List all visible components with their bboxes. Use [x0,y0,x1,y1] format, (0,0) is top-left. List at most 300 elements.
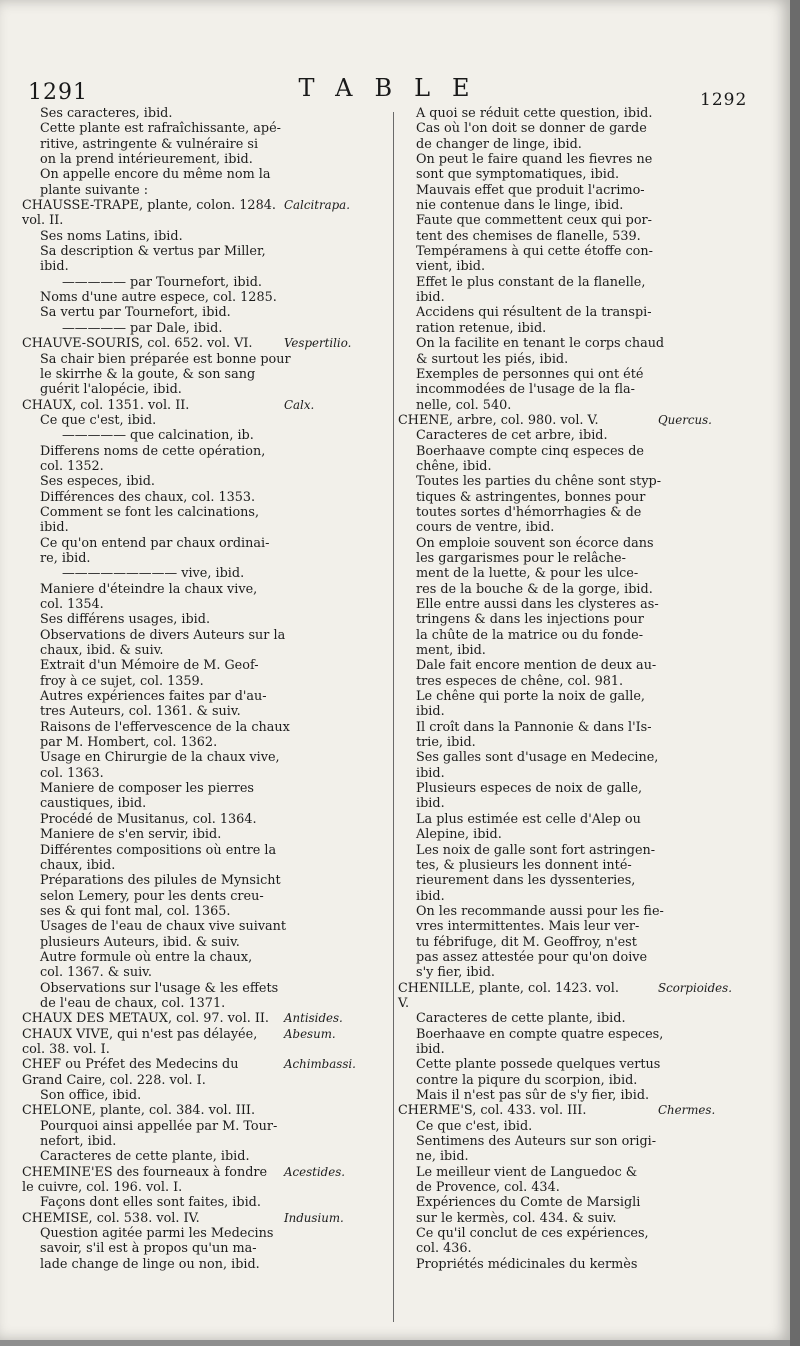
entry-text: A quoi se réduit cette question, ibid. [416,106,653,121]
entry-text: Procédé de Musitanus, col. 1364. [40,811,257,827]
entry-text: Dale fait encore mention de deux au- [416,658,657,674]
index-entry [22,582,394,597]
index-entry [398,674,782,689]
index-entry [22,520,394,535]
index-entry-heading [22,398,394,413]
latin-margin-note: Vespertilio. [284,336,352,351]
entry-text: nie contenue dans le linge, ibid. [416,198,624,214]
entry-text: froy à ce sujet, col. 1359. [40,673,204,689]
index-entry [22,551,394,566]
index-entry [22,904,394,919]
index-entry [398,321,782,336]
index-entry [398,935,782,950]
entry-text: On emploie souvent son écorce dans [416,535,654,551]
index-entry [398,843,782,858]
entry-text: Tempéramens à qui cette étoffe con- [416,244,653,260]
entry-text: Extrait d'un Mémoire de M. Geof- [40,658,259,674]
index-entry [398,597,782,612]
index-entry [398,167,782,182]
latin-margin-note: Calcitrapa. [284,198,350,213]
entry-text: ibid. [416,290,445,306]
entry-text: chêne, ibid. [416,458,492,474]
index-entry-heading [22,1042,394,1057]
entry-text: lade change de linge ou non, ibid. [40,1256,260,1272]
index-entry [398,352,782,367]
index-entry [22,612,394,627]
index-entry-heading [22,198,394,213]
entry-text: Usages de l'eau de chaux vive suivant [40,919,287,935]
index-entry [22,996,394,1011]
entry-text: CHENE, arbre, col. 980. vol. V. [398,412,599,428]
index-entry-heading [398,996,782,1011]
index-entry-heading [398,1103,782,1118]
index-entry [22,735,394,750]
entry-text: Effet le plus constant de la flanelle, [416,274,646,290]
entry-text: ment de la luette, & pour les ulce- [416,566,639,582]
index-entry [22,781,394,796]
entry-text: tes, & plusieurs les donnent inté- [416,857,632,873]
index-entry [22,658,394,673]
index-entry [398,689,782,704]
index-entry [398,1226,782,1241]
entry-text: nelle, col. 540. [416,397,512,413]
entry-text: contre la piqure du scorpion, ibid. [416,1072,638,1088]
entry-text: Grand Caire, col. 228. vol. I. [22,1072,206,1088]
entry-text: Autres expériences faites par d'au- [40,689,267,705]
index-entry [398,812,782,827]
index-entry [398,152,782,167]
entry-text: CHAUX DES METAUX, col. 97. vol. II. [22,1011,270,1027]
entry-text: Elle entre aussi dans les clysteres as- [416,597,659,612]
index-entry [398,275,782,290]
index-entry [22,566,394,581]
index-entry [398,229,782,244]
entry-text: Caracteres de cette plante, ibid. [40,1149,250,1165]
index-entry [22,796,394,811]
index-entry [398,183,782,198]
index-entry [398,121,782,136]
index-entry [398,1211,782,1226]
index-entry [22,919,394,934]
index-entry-heading [22,1180,394,1195]
entry-text: ————— par Dale, ibid. [62,320,223,336]
index-entry-heading [22,1011,394,1026]
page-title: TABLE [298,74,492,102]
entry-text: caustiques, ibid. [40,796,147,812]
entry-text: col. 1354. [40,597,104,612]
entry-text: Usage en Chirurgie de la chaux vive, [40,750,280,766]
index-entry [22,1241,394,1256]
index-entry [22,259,394,274]
entry-text: Accidens qui résultent de la transpi- [416,305,652,321]
entry-text: les gargarismes pour le relâche- [416,550,626,566]
entry-text: par M. Hombert, col. 1362. [40,735,218,751]
index-entry [22,459,394,474]
index-entry [398,582,782,597]
entry-text: trie, ibid. [416,735,476,751]
page-edge [790,0,800,1346]
entry-text: vient, ibid. [416,259,486,275]
entry-text: vol. II. [22,213,64,229]
entry-text: Maniere de s'en servir, ibid. [40,827,222,843]
entry-text: sur le kermès, col. 434. & suiv. [416,1210,617,1226]
entry-text: Sentimens des Auteurs sur son origi- [416,1134,657,1150]
entry-text: Autre formule où entre la chaux, [40,949,253,965]
index-entry [22,643,394,658]
entry-text: incommodées de l'usage de la fla- [416,382,635,398]
entry-text: Expériences du Comte de Marsigli [416,1195,641,1211]
index-entry [22,827,394,842]
entry-text: Caracteres de cette plante, ibid. [416,1011,626,1027]
index-entry [22,382,394,397]
index-entry [398,259,782,274]
index-entry [22,152,394,167]
entry-text: Observations sur l'usage & les effets [40,980,279,996]
entry-text: Faute que commettent ceux qui por- [416,213,652,229]
entry-text: chaux, ibid. [40,857,116,873]
entry-text: V. [398,995,410,1011]
entry-text: Façons dont elles sont faites, ibid. [40,1195,261,1211]
index-entry [22,290,394,305]
index-entry [398,137,782,152]
entry-text: CHERME'S, col. 433. vol. III. [398,1103,587,1119]
latin-margin-note: Calx. [284,397,315,412]
entry-text: ration retenue, ibid. [416,320,547,336]
index-entry [398,904,782,919]
index-entry [398,444,782,459]
index-entry [22,321,394,336]
entry-text: Ses caracteres, ibid. [40,106,173,121]
index-entry [22,1195,394,1210]
index-entry [22,137,394,152]
entry-text: Les noix de galle sont fort astringen- [416,842,656,858]
index-entry [398,1134,782,1149]
index-entry [398,382,782,397]
index-entry [22,536,394,551]
index-entry [398,428,782,443]
index-entry [22,183,394,198]
entry-text: Boerhaave compte cinq especes de [416,443,644,459]
index-entry-heading [22,1057,394,1072]
index-entry [398,244,782,259]
entry-text: ibid. [416,765,445,781]
right-column [398,106,782,1272]
entry-text: col. 38. vol. I. [22,1041,110,1057]
entry-text: on la prend intérieurement, ibid. [40,152,253,168]
entry-text: ment, ibid. [416,643,486,659]
index-entry [398,628,782,643]
entry-text: CHAUSSE-TRAPE, plante, colon. 1284. [22,198,276,214]
index-entry [398,965,782,980]
entry-text: de l'eau de chaux, col. 1371. [40,995,226,1011]
index-entry [22,674,394,689]
index-entry [22,1119,394,1134]
index-entry [398,1241,782,1256]
index-entry [398,827,782,842]
entry-text: CHEF ou Préfet des Medecins du [22,1057,239,1073]
entry-text: nefort, ibid. [40,1134,117,1150]
entry-text: Question agitée parmi les Medecins [40,1226,274,1242]
index-entry [398,398,782,413]
index-entry-heading [22,336,394,351]
entry-text: col. 1352. [40,458,104,474]
entry-text: Différences des chaux, col. 1353. [40,489,256,505]
entry-text: col. 1367. & suiv. [40,965,152,981]
entry-text: Propriétés médicinales du kermès [416,1256,638,1272]
index-entry-heading [22,1027,394,1042]
entry-text: ————— que calcination, ib. [62,428,254,444]
index-entry [398,536,782,551]
entry-text: cours de ventre, ibid. [416,520,555,536]
index-entry [22,750,394,765]
page-header [0,68,790,108]
index-entry [398,919,782,934]
entry-text: ibid. [416,796,445,812]
entry-text: ibid. [40,520,69,536]
entry-text: Le meilleur vient de Languedoc & [416,1164,638,1180]
index-entry [398,520,782,535]
entry-text: ————————— vive, ibid. [62,566,245,582]
entry-text: Ses galles sont d'usage en Medecine, [416,750,659,766]
entry-text: Comment se font les calcinations, [40,504,260,520]
index-entry [398,1165,782,1180]
index-entry [22,766,394,781]
index-entry-heading [22,1165,394,1180]
entry-text: CHEMINE'ES des fourneaux à fondre [22,1164,268,1180]
entry-text: tent des chemises de flanelle, 539. [416,228,641,244]
index-entry [22,121,394,136]
index-entry [22,873,394,888]
index-entry [22,505,394,520]
entry-text: plante suivante : [40,182,149,198]
column-divider [393,112,394,1322]
entry-text: Differens noms de cette opération, [40,443,266,459]
entry-text: guérit l'alopécie, ibid. [40,382,182,398]
index-entry [398,720,782,735]
entry-text: Pourquoi ainsi appellée par M. Tour- [40,1118,278,1134]
entry-text: CHAUX, col. 1351. vol. II. [22,397,190,413]
index-entry [398,873,782,888]
index-entry [398,750,782,765]
entry-text: sont que symptomatiques, ibid. [416,167,620,183]
index-entry [398,566,782,581]
index-entry [22,305,394,320]
entry-text: tringens & dans les injections pour [416,612,644,628]
index-entry [22,950,394,965]
latin-margin-note: Antisides. [284,1011,343,1026]
entry-text: ibid. [416,888,445,904]
index-entry [22,490,394,505]
index-entry [398,889,782,904]
index-entry [398,459,782,474]
index-entry [398,1119,782,1134]
entry-text: On appelle encore du même nom la [40,167,271,183]
index-entry [398,1042,782,1057]
entry-text: vres intermittentes. Mais leur ver- [416,919,640,935]
index-entry [22,352,394,367]
entry-text: Cette plante est rafraîchissante, apé- [40,121,281,137]
page-number-right: 1292 [700,90,748,110]
entry-text: Ses especes, ibid. [40,474,155,490]
index-entry [22,444,394,459]
entry-text: Le chêne qui porte la noix de galle, [416,689,645,705]
entry-text: tres Auteurs, col. 1361. & suiv. [40,704,241,720]
entry-text: Alepine, ibid. [416,827,502,843]
entry-text: Exemples de personnes qui ont été [416,366,644,382]
entry-text: Boerhaave en compte quatre especes, [416,1026,664,1042]
entry-text: Sa description & vertus par Miller, [40,244,266,260]
entry-text: ne, ibid. [416,1149,469,1165]
entry-text: & surtout les piés, ibid. [416,351,569,367]
entry-text: Maniere d'éteindre la chaux vive, [40,581,258,597]
entry-text: savoir, s'il est à propos qu'un ma- [40,1241,257,1257]
index-entry [398,1027,782,1042]
index-entry [22,413,394,428]
entry-text: ibid. [416,704,445,720]
entry-text: On peut le faire quand les fievres ne [416,152,653,168]
entry-text: CHAUX VIVE, qui n'est pas délayée, [22,1026,258,1042]
index-entry [22,428,394,443]
entry-text: Différentes compositions où entre la [40,842,277,858]
entry-text: Raisons de l'effervescence de la chaux [40,719,290,735]
index-entry-heading [22,213,394,228]
index-entry [22,889,394,904]
index-entry [398,290,782,305]
entry-text: ibid. [40,259,69,275]
index-entry [22,965,394,980]
index-entry [398,551,782,566]
latin-margin-note: Quercus. [658,412,712,427]
index-entry [398,505,782,520]
index-entry [22,935,394,950]
entry-text: de Provence, col. 434. [416,1180,560,1196]
index-entry [398,766,782,781]
index-entry [398,213,782,228]
index-entry [398,1088,782,1103]
entry-text: Noms d'une autre espece, col. 1285. [40,290,277,306]
latin-margin-note: Indusium. [284,1210,344,1225]
entry-text: re, ibid. [40,550,91,566]
entry-text: toutes sortes d'hémorrhagies & de [416,504,642,520]
index-entry [22,167,394,182]
entry-text: de changer de linge, ibid. [416,136,582,152]
index-entry [398,735,782,750]
entry-text: plusieurs Auteurs, ibid. & suiv. [40,934,240,950]
index-entry [22,597,394,612]
index-entry [398,474,782,489]
entry-text: ritive, astringente & vulnéraire si [40,136,259,152]
entry-text: tu fébrifuge, dit M. Geoffroy, n'est [416,934,637,950]
entry-text: tiques & astringentes, bonnes pour [416,489,646,505]
index-entry [398,1257,782,1272]
index-entry-heading [22,1103,394,1118]
entry-text: Cas où l'on doit se donner de garde [416,121,647,137]
index-entry [22,858,394,873]
latin-margin-note: Achimbassi. [284,1057,356,1072]
index-entry [398,781,782,796]
index-entry [398,796,782,811]
entry-text: selon Lemery, pour les dents creu- [40,888,264,904]
entry-text: pas assez attestée pour qu'on doive [416,949,648,965]
entry-text: le skirrhe & la goute, & son sang [40,366,256,382]
index-entry [22,1088,394,1103]
page-number-left: 1291 [28,80,88,105]
entry-text: La plus estimée est celle d'Alep ou [416,811,641,827]
entry-text: Caracteres de cet arbre, ibid. [416,428,608,444]
entry-text: CHELONE, plante, col. 384. vol. III. [22,1103,256,1119]
latin-margin-note: Abesum. [284,1026,336,1041]
index-entry [22,367,394,382]
entry-text: le cuivre, col. 196. vol. I. [22,1180,183,1196]
index-entry [22,106,394,121]
index-entry [22,244,394,259]
entry-text: Cette plante possede quelques vertus [416,1057,661,1073]
latin-margin-note: Chermes. [658,1103,716,1118]
index-entry [398,643,782,658]
index-entry-heading [22,1211,394,1226]
index-entry [398,612,782,627]
index-entry [398,950,782,965]
index-entry [22,1257,394,1272]
entry-text: col. 1363. [40,765,104,781]
index-entry [398,367,782,382]
entry-text: On la facilite en tenant le corps chaud [416,336,665,352]
entry-text: Toutes les parties du chêne sont styp- [416,474,662,490]
entry-text: Ce qu'on entend par chaux ordinai- [40,535,270,551]
index-entry [22,812,394,827]
latin-margin-note: Scorpioides. [658,980,732,995]
entry-text: Mauvais effet que produit l'acrimo- [416,182,645,198]
entry-text: Sa vertu par Tournefort, ibid. [40,305,231,321]
entry-text: Ce que c'est, ibid. [40,412,157,428]
entry-text: tres especes de chêne, col. 981. [416,673,624,689]
index-entry [398,305,782,320]
index-entry [398,106,782,121]
entry-text: Son office, ibid. [40,1088,142,1103]
index-entry [398,336,782,351]
index-entry [22,474,394,489]
entry-text: la chûte de la matrice ou du fonde- [416,627,644,643]
entry-text: Ses différens usages, ibid. [40,612,211,628]
index-entry [398,704,782,719]
entry-text: ibid. [416,1041,445,1057]
index-entry [398,1195,782,1210]
entry-text: Maniere de composer les pierres [40,781,254,797]
index-entry [398,1073,782,1088]
left-column [22,106,394,1272]
entry-text: On les recommande aussi pour les fie- [416,903,664,919]
entry-text: Mais il n'est pas sûr de s'y fier, ibid. [416,1088,650,1103]
entry-text: res de la bouche & de la gorge, ibid. [416,581,653,597]
index-entry [398,658,782,673]
entry-text: CHENILLE, plante, col. 1423. vol. [398,980,619,996]
index-entry [22,275,394,290]
entry-text: s'y fier, ibid. [416,965,495,981]
index-entry [22,720,394,735]
entry-text: CHAUVE-SOURIS, col. 652. vol. VI. [22,336,253,352]
entry-text: chaux, ibid. & suiv. [40,643,164,659]
entry-text: Préparations des pilules de Mynsicht [40,873,281,889]
index-entry [398,858,782,873]
entry-text: rieurement dans les dyssenteries, [416,873,636,889]
entry-text: Plusieurs especes de noix de galle, [416,781,643,797]
latin-margin-note: Acestides. [284,1164,346,1179]
index-entry [22,843,394,858]
index-entry [22,229,394,244]
entry-text: Ce qu'il conclut de ces expériences, [416,1226,649,1242]
index-entry [22,628,394,643]
entry-text: ————— par Tournefort, ibid. [62,274,262,290]
